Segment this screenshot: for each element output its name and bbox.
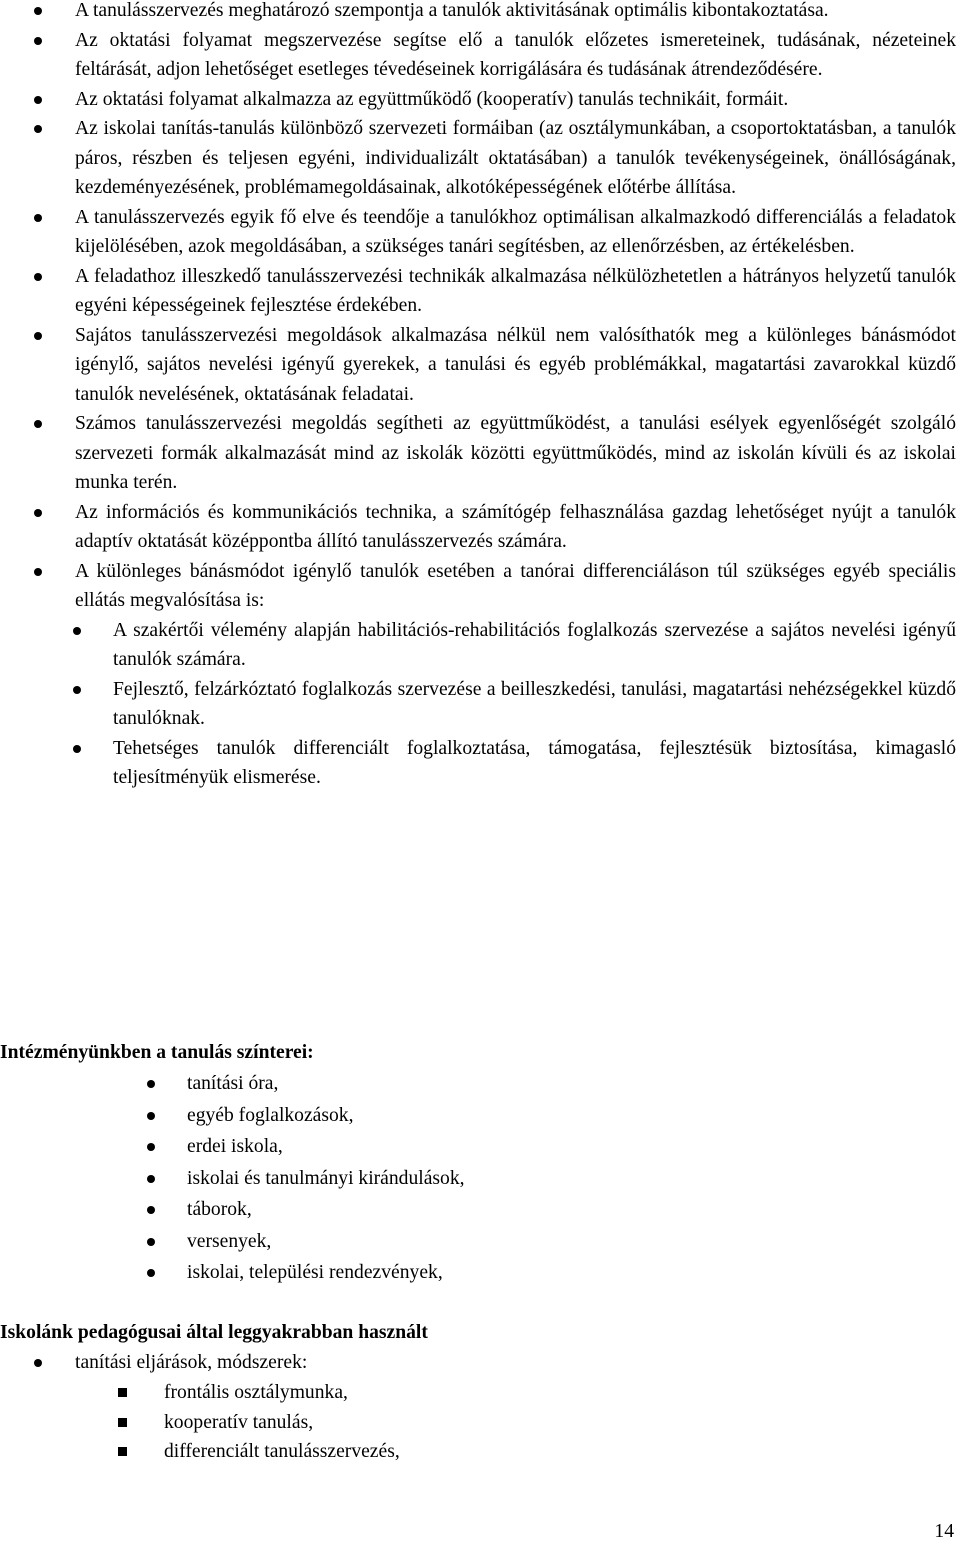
- bullet-icon: [147, 1143, 155, 1151]
- list-item: Az iskolai tanítás-tanulás különböző szervezeti formáiban (az osztálymunkában, a csoportoktatásban, a tanulók páros, részben és teljesen egyéni, individualizált oktatásában) a tanulók tevékenységeinek, önállóságának, kezdeményezésének, problémamegoldásainak, alkotóképességének előtérbe állítása.: [0, 114, 956, 203]
- list-item: kooperatív tanulás,: [118, 1408, 400, 1438]
- bullet-icon: [34, 420, 42, 428]
- page-number: 14: [934, 1521, 954, 1542]
- sub-list-item: A szakértői vélemény alapján habilitációs-rehabilitációs foglalkozás szervezése a sajátos nevelési igényű tanulók számára.: [75, 616, 956, 675]
- list-item: versenyek,: [145, 1227, 465, 1257]
- section-heading-venues: Intézményünkben a tanulás színterei:: [0, 1042, 314, 1063]
- section-heading-methods: Iskolánk pedagógusai által leggyakrabban használt: [0, 1322, 428, 1343]
- bullet-icon: [147, 1080, 155, 1088]
- bullet-icon: [147, 1112, 155, 1120]
- sub-list-item: Fejlesztő, felzárkóztató foglalkozás szervezése a beilleszkedési, tanulási, magatartási nehézségekkel küzdő tanulóknak.: [75, 675, 956, 734]
- bullet-icon: [34, 273, 42, 281]
- bullet-icon: [147, 1175, 155, 1183]
- sub-list-item: Tehetséges tanulók differenciált foglalkoztatása, támogatása, fejlesztésük biztosítása, kimagasló teljesítményük elismerése.: [75, 734, 956, 793]
- list-item: frontális osztálymunka,: [118, 1378, 400, 1408]
- list-item: A tanulásszervezés meghatározó szempontja a tanulók aktivitásának optimális kibontakoztatása.: [0, 0, 956, 26]
- bullet-icon: [147, 1206, 155, 1214]
- bullet-icon: [34, 214, 42, 222]
- list-item: egyéb foglalkozások,: [145, 1101, 465, 1131]
- list-item: táborok,: [145, 1195, 465, 1225]
- list-item: A tanulásszervezés egyik fő elve és teendője a tanulókhoz optimálisan alkalmazkodó differenciálás a feladatok kijelölésében, azok megoldásában, a szükséges tanári segítésben, az ellenőrzésben, az értékelésben.: [0, 203, 956, 262]
- list-item: tanítási óra,: [145, 1069, 465, 1099]
- list-item: Az oktatási folyamat alkalmazza az együttműködő (kooperatív) tanulás technikáit, formáit.: [0, 85, 956, 115]
- sub-bullet-list: [75, 616, 956, 793]
- square-bullet-icon: [118, 1447, 127, 1456]
- bullet-icon: [147, 1269, 155, 1277]
- bullet-icon: [34, 37, 42, 45]
- list-item: A különleges bánásmódot igénylő tanulók esetében a tanórai differenciáláson túl szükséges egyéb speciális ellátás megvalósítása is: A szakértői vélemény alapján habilitációs-rehabilitációs foglalkozás szervezése a sajátos nevelési igényű tanulók számára. Fejlesztő, felzárkóztató foglalkozás szervezése a beilleszkedési, tanulási, magatartási nehézségekkel küzdő tanulóknak. Tehetséges tanulók differenciált foglalkoztatása, támogatása, fejlesztésük biztosítása, kimagasló teljesítményük elismerése.: [0, 557, 956, 793]
- square-bullet-icon: [118, 1388, 127, 1397]
- list-item: Számos tanulásszervezési megoldás segítheti az együttműködést, a tanulási esélyek egyenlőségét szolgáló szervezeti formák alkalmazását mind az iskolák közötti együttműködés, mind az iskolán kívüli és az iskolai munka terén.: [0, 409, 956, 498]
- bullet-icon: [34, 509, 42, 517]
- bullet-icon: [34, 568, 42, 576]
- list-item: differenciált tanulásszervezés,: [118, 1437, 400, 1467]
- bullet-icon: [34, 1359, 42, 1367]
- list-item: A feladathoz illeszkedő tanulásszervezési technikák alkalmazása nélkülözhetetlen a hátrányos helyzetű tanulók egyéni képességeinek fejlesztése érdekében.: [0, 262, 956, 321]
- list-item: erdei iskola,: [145, 1132, 465, 1162]
- list-item: Az oktatási folyamat megszervezése segítse elő a tanulók előzetes ismereteinek, tudásának, nézeteinek feltárását, adjon lehetőséget esetleges tévedéseinek korrigálására és tudásának átrendeződésére.: [0, 26, 956, 85]
- list-item: Az információs és kommunikációs technika, a számítógép felhasználása gazdag lehetőséget nyújt a tanulók adaptív oktatását középpontba állító tanulásszervezés számára.: [0, 498, 956, 557]
- square-bullet-icon: [118, 1418, 127, 1427]
- bullet-icon: [73, 686, 81, 694]
- bullet-icon: [34, 125, 42, 133]
- bullet-icon: [73, 745, 81, 753]
- list-item: tanítási eljárások, módszerek:: [0, 1348, 900, 1378]
- methods-list: [0, 1348, 900, 1378]
- methods-sub-list: [118, 1378, 400, 1467]
- venues-list: [145, 1069, 465, 1290]
- list-item: Sajátos tanulásszervezési megoldások alkalmazása nélkül nem valósíthatók meg a különleges bánásmódot igénylő, sajátos nevelési igényű gyerekek, a tanulási és egyéb problémákkal, magatartási zavarokkal küzdő tanulók nevelésének, oktatásának feladatai.: [0, 321, 956, 410]
- bullet-icon: [73, 627, 81, 635]
- bullet-icon: [34, 96, 42, 104]
- list-item: iskolai és tanulmányi kirándulások,: [145, 1164, 465, 1194]
- bullet-icon: [34, 7, 42, 15]
- list-item: iskolai, települési rendezvények,: [145, 1258, 465, 1288]
- bullet-icon: [34, 332, 42, 340]
- bullet-icon: [147, 1238, 155, 1246]
